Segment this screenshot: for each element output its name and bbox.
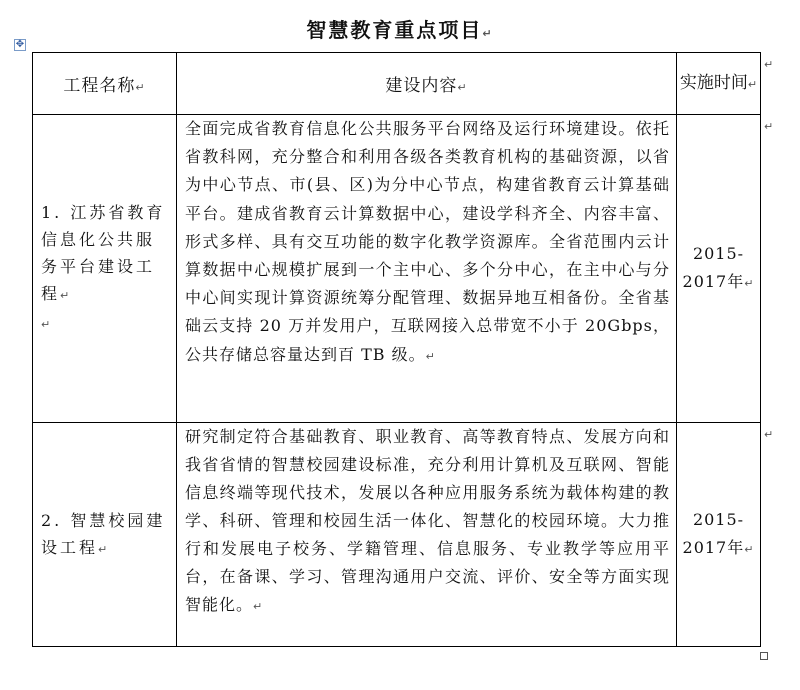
document-title: 智慧教育重点项目↵ — [306, 18, 494, 42]
row-end-mark: ↵ — [764, 120, 774, 133]
project-name-cell[interactable]: 1. 江苏省教育信息化公共服务平台建设工程↵ ↵ — [33, 115, 177, 423]
row-end-mark: ↵ — [764, 58, 774, 71]
row-end-mark: ↵ — [764, 428, 774, 441]
table-move-handle-icon[interactable]: ✥ — [15, 39, 25, 50]
header-time[interactable]: 实施时间↵ — [677, 53, 761, 115]
table-resize-handle[interactable] — [760, 652, 768, 660]
project-time-cell[interactable]: 2015-2017年↵ — [677, 423, 761, 647]
project-content-cell[interactable]: 全面完成省教育信息化公共服务平台网络及运行环境建设。依托省教科网，充分整合和利用各级各类教育机构的基础资源，以省为中心节点、市(县、区)为分中心节点，构建省教育云计算基础平台。建成省教育云计算数据中心，建设学科齐全、内容丰富、形式多样、具有交互功能的数字化教学资源库。全省范围内云计算数据中心规模扩展到一个主中心、多个分中心，在主中心与分中心间实现计算资源统筹分配管理、数据异地互相备份。全省基础云支持 20 万并发用户，互联网接入总带宽不小于 20Gbps，公共存储总容量达到百 TB 级。↵ — [177, 115, 677, 423]
header-project-name[interactable]: 工程名称↵ — [33, 53, 177, 115]
project-table — [32, 52, 761, 647]
project-name-cell[interactable]: 2. 智慧校园建设工程↵ — [33, 423, 177, 647]
table-row — [33, 423, 761, 647]
table-row — [33, 115, 761, 423]
table-header-row — [33, 53, 761, 115]
project-content-cell[interactable]: 研究制定符合基础教育、职业教育、高等教育特点、发展方向和我省省情的智慧校园建设标准，充分利用计算机及互联网、智能信息终端等现代技术，发展以各种应用服务系统为载体构建的教学、科研、管理和校园生活一体化、智慧化的校园环境。大力推行和发展电子校务、学籍管理、信息服务、专业教学等应用平台，在备课、学习、管理沟通用户交流、评价、安全等方面实现智能化。↵ — [177, 423, 677, 647]
project-time-cell[interactable]: 2015-2017年↵ — [677, 115, 761, 423]
header-content[interactable]: 建设内容↵ — [177, 53, 677, 115]
